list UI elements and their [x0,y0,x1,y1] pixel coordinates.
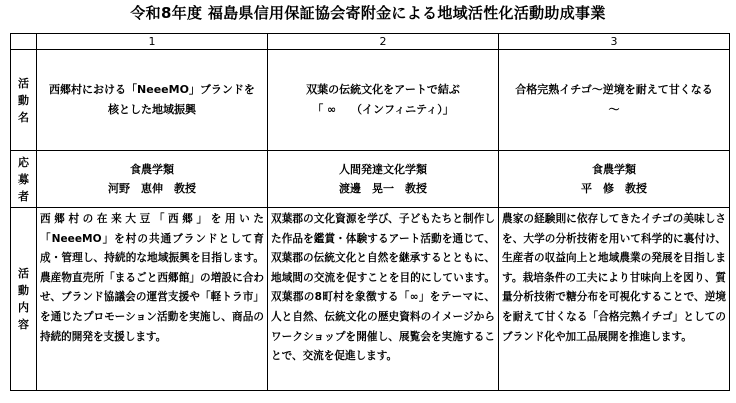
grant-table [10,33,730,391]
activity-name-2: 双葉の伝統文化をアートで結ぶ 「 ∞ （インフィニティ）」 [268,50,499,151]
applicant-row [11,151,730,208]
column-header-1: 1 [37,34,268,50]
activity-content-2: 双葉郡の文化資源を学び、子どもたちと制作した作品を鑑賞・体験するアート活動を通じて、双葉郡の伝統文化と自然を継承するとともに、地域間の交流を促すことを目的にしています。双葉郡の8町村を象徴する「∞」をテーマに、人と自然、伝統文化の歴史資料のイメージからワークショップを開催し、展覧会を実施することで、交流を促進します。 [268,208,499,391]
row-label-content: 活 動 内 容 [11,208,37,391]
applicant-2: 人間発達文化学類 渡邊 晃一 教授 [268,151,499,208]
corner-cell [11,34,37,50]
activity-name-3: 合格完熟イチゴ～逆境を耐えて甘くなる ～ [499,50,730,151]
activity-name-1: 西郷村における「NeeeMO」ブランドを 核とした地域振興 [37,50,268,151]
content-row [11,208,730,391]
row-label-applicant: 応 募 者 [11,151,37,208]
page-title: 令和8年度 福島県信用保証協会寄附金による地域活性化活動助成事業 [130,4,606,22]
applicant-3: 食農学類 平 修 教授 [499,151,730,208]
column-header-2: 2 [268,34,499,50]
activity-name-row [11,50,730,151]
applicant-1: 食農学類 河野 恵伸 教授 [37,151,268,208]
column-header-3: 3 [499,34,730,50]
activity-content-3: 農家の経験則に依存してきたイチゴの美味しさを、大学の分析技術を用いて科学的に裏付け、生産者の収益向上と地域農業の発展を目指します。栽培条件の工夫により甘味向上を図り、質量分析技術で糖分布を可視化することで、逆境を耐えて甘くなる「合格完熟イチゴ」としてのブランド化や加工品展開を推進します。 [499,208,730,391]
header-row [11,34,730,50]
activity-content-1: 西郷村の在来大豆「西郷」を用いた「NeeeMO」を村の共通ブランドとして育成・管理し、持続的な地域振興を目指します。農産物直売所「まるごと西郷館」の増設に合わせ、ブランド協議会の運営支援や「軽トラ市」を通じたプロモーション活動を実施し、商品の持続的開発を支援します。 [37,208,268,391]
row-label-activity-name: 活 動 名 [11,50,37,151]
